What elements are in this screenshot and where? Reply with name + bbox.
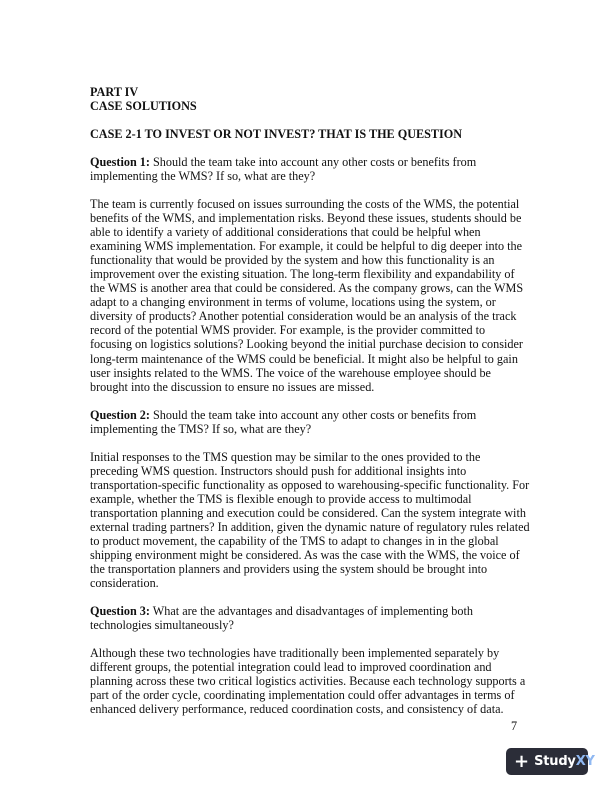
answer-2: Initial responses to the TMS question may be similar to the ones provided to the preceding WMS question. Instructors should push for additional insights into transportation-specific functionality as opposed to warehousing-specific functionality. For example, whether the TMS is flexible enough to provide access to multimodal transportation planning and execution could be considered. Can the system integrate with external trading partners? In addition, given the dynamic nature of regulatory rules related to product movement, the capability of the TMS to adapt to changes in in the global shipping environment might be considered. As was the case with the WMS, the voice of the transportation planners and providers using the system should be brought into consideration. (90, 449, 530, 591)
badge-text (534, 754, 595, 769)
question-1 (90, 155, 530, 183)
question-1-text: Should the team take into account any other costs or benefits from implementing the WMS? If so, what are they? (90, 155, 477, 183)
badge-text-xy: XY (575, 754, 595, 769)
page-number: 7 (511, 719, 518, 733)
question-2-label: Question 2: (90, 407, 150, 422)
badge-text-study: Study (534, 754, 576, 769)
answer-1: The team is currently focused on issues surrounding the costs of the WMS, the potential benefits of the WMS, and implementation risks. Beyond these issues, students should be able to identify a variety of additional considerations that could be helpful when examining WMS implementation. For example, it could be helpful to dig deeper into the functionality that would be provided by the system and how this functionality is an improvement over the existing situation. The long-term flexibility and expandability of the WMS is another area that could be considered. As the company grows, can the WMS adapt to a changing environment in terms of volume, locations using the system, or diversity of products? Another potential consideration would be an analysis of the track record of the potential WMS provider. For example, is the provider committed to focusing on logistics solutions? Looking beyond the initial purchase decision to consider long-term maintenance of the WMS could be beneficial. It might also be helpful to gain user insights related to the WMS. The voice of the warehouse employee should be brought into the discussion to ensure no issues are missed. (90, 197, 524, 394)
answer-3: Although these two technologies have traditionally been implemented separately by different groups, the potential integration could lead to improved coordination and planning across these two critical logistics activities. Because each technology supports a part of the order cycle, coordinating implementation could offer advantages in terms of enhanced delivery performance, reduced coordination costs, and consistency of data. (90, 646, 526, 717)
question-2 (90, 408, 530, 436)
document-body (90, 85, 530, 716)
studyxy-badge[interactable] (506, 748, 595, 775)
part-heading: PART IV (90, 85, 139, 99)
question-3-text: What are the advantages and disadvantages of implementing both technologies simultaneously? (90, 604, 473, 633)
plus-icon: + (514, 750, 530, 772)
question-1-label: Question 1: (90, 155, 150, 169)
case-title: CASE 2-1 TO INVEST OR NOT INVEST? THAT IS THE QUESTION (90, 127, 463, 141)
question-3-label: Question 3: (90, 604, 150, 619)
section-heading: CASE SOLUTIONS (90, 99, 197, 113)
question-3 (90, 604, 530, 632)
question-2-text: Should the team take into account any other costs or benefits from implementing the TMS? If so, what are they? (90, 407, 477, 436)
